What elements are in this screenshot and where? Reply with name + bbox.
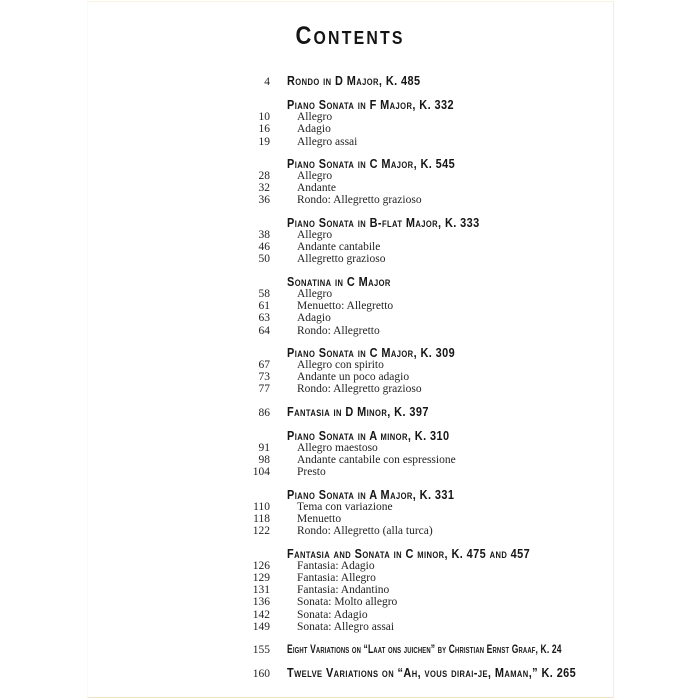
toc-group-heading [87,547,613,560]
toc-movement-title: Adagio [297,123,331,136]
toc-movement [87,136,613,148]
toc-movement [87,241,613,253]
toc-movement-page-number: 149 [252,621,270,634]
toc-entry [87,666,613,681]
toc-entry [87,74,613,89]
toc-entry-title: Twelve Variations on “Ah, vous dirai-je, Maman,” K. 265 [287,665,577,681]
toc-movement [87,253,613,265]
toc-heading-title-wrap [287,488,486,501]
toc-movement-title: Rondo: Allegretto grazioso [297,194,422,207]
toc-movement-title: Fantasia: Allegro [297,571,376,584]
toc-heading-title-wrap [287,547,576,560]
toc-heading-title: Piano Sonata in C Major, K. 545 [287,155,456,171]
toc-heading-title-wrap [287,429,480,442]
toc-group-heading [87,346,613,359]
toc-movement [87,513,613,525]
toc-movement-title: Rondo: Allegretto (alla turca) [297,525,433,538]
toc-movement-title: Allegro [297,169,333,182]
toc-movement-page-number: 19 [258,135,270,148]
toc-movement-page-number: 131 [252,584,270,597]
toc-list [87,68,613,681]
toc-group-heading [87,98,613,111]
toc-group-heading [87,488,613,501]
toc-entry-title: Fantasia in D Minor, K. 397 [287,403,429,419]
toc-entry-title: Eight Variations on “Laat ons juichen” by Christian Ernst Graaf, K. 24 [287,644,562,657]
toc-movement-page-number: 129 [252,571,270,584]
toc-heading-title-wrap [287,216,516,229]
toc-movement-page-number: 110 [253,500,270,513]
toc-entry-title-wrap [287,642,658,657]
page-title-text: Contents [295,22,405,50]
toc-movement-page-number: 10 [258,111,270,123]
toc-movement-page-number: 50 [258,253,270,266]
toc-movement [87,584,613,596]
toc-entry-title-wrap [287,666,631,679]
toc-entry-page-number: 86 [258,406,270,419]
toc-movement [87,123,613,135]
toc-movement [87,194,613,206]
toc-movement [87,182,613,194]
toc-movement [87,501,613,513]
toc-movement [87,609,613,621]
toc-heading-title: Piano Sonata in C Major, K. 309 [287,344,456,360]
toc-heading-title-wrap [287,346,487,359]
toc-movement [87,572,613,584]
toc-movement-title: Andante [297,182,336,195]
toc-movement [87,300,613,312]
toc-movement-page-number: 63 [258,312,270,325]
toc-movement-page-number: 91 [258,441,270,454]
toc-entry-page-number: 160 [252,668,270,681]
toc-heading-title-wrap [287,275,411,288]
toc-group-heading [87,157,613,170]
toc-movement-title: Allegro [297,228,333,241]
toc-movement-title: Presto [297,466,326,479]
toc-entry-title-wrap [287,405,456,418]
toc-movement-title: Allegro [297,287,333,300]
toc-movement-page-number: 28 [258,169,270,182]
toc-movement-page-number: 16 [258,123,270,136]
toc-heading-title: Piano Sonata in A Major, K. 331 [287,486,455,502]
toc-movement-title: Rondo: Allegretto [297,324,380,337]
toc-group-heading [87,275,613,288]
toc-movement-title: Allegro [297,111,333,123]
toc-movement-page-number: 142 [252,608,270,621]
toc-movement [87,359,613,371]
toc-movement [87,525,613,537]
toc-movement-title: Sonata: Molto allegro [297,596,398,609]
toc-entry-page-number: 4 [264,76,270,88]
toc-movement-title: Rondo: Allegretto grazioso [297,383,422,396]
toc-movement [87,229,613,241]
toc-movement-title: Andante un poco adagio [297,371,410,384]
toc-movement-page-number: 122 [252,525,270,538]
toc-movement-title: Menuetto [297,512,342,525]
toc-movement [87,454,613,466]
toc-entry-title: Rondo in D Major, K. 485 [287,73,421,88]
toc-heading-title: Sonatina in C Major [287,273,391,289]
toc-movement-page-number: 36 [258,194,270,207]
toc-group-heading [87,429,613,442]
toc-movement-page-number: 32 [258,182,270,195]
toc-movement-page-number: 46 [258,241,270,254]
toc-movement [87,111,613,123]
toc-movement [87,325,613,337]
toc-heading-title: Fantasia and Sonata in C minor, K. 475 and 457 [287,545,531,561]
toc-movement-page-number: 73 [258,371,270,384]
toc-heading-title: Piano Sonata in A minor, K. 310 [287,427,450,443]
toc-movement-page-number: 126 [252,559,270,572]
toc-movement-title: Menuetto: Allegretto [297,299,394,312]
toc-entry [87,642,613,657]
toc-movement [87,621,613,633]
toc-movement-page-number: 64 [258,324,270,337]
toc-movement [87,560,613,572]
toc-movement-title: Allegro assai [297,135,358,148]
toc-movement [87,383,613,395]
toc-movement-page-number: 77 [258,383,270,396]
toc-heading-title: Piano Sonata in F Major, K. 332 [287,97,454,112]
toc-movement-title: Sonata: Adagio [297,608,368,621]
toc-movement-title: Andante cantabile [297,241,381,254]
toc-heading-title: Piano Sonata in B-flat Major, K. 333 [287,214,480,230]
toc-movement-page-number: 61 [258,299,270,312]
toc-movement-page-number: 118 [253,512,270,525]
toc-heading-title-wrap [287,98,486,111]
toc-movement [87,312,613,324]
toc-movement-title: Sonata: Allegro assai [297,621,395,634]
toc-movement-title: Andante cantabile con espressione [297,454,456,467]
toc-movement-title: Allegretto grazioso [297,253,386,266]
toc-movement-page-number: 38 [258,228,270,241]
toc-entry-page-number: 155 [252,644,270,657]
toc-movement [87,596,613,608]
toc-movement-page-number: 136 [252,596,270,609]
toc-movement-title: Adagio [297,312,331,325]
toc-entry [87,405,613,420]
toc-movement [87,170,613,182]
page-title [87,22,613,51]
toc-entry-title-wrap [287,74,446,87]
toc-movement-title: Tema con variazione [297,500,393,513]
toc-movement [87,442,613,454]
toc-movement-page-number: 67 [258,358,270,371]
toc-movement-page-number: 98 [258,454,270,467]
toc-movement-title: Fantasia: Adagio [297,559,375,572]
toc-movement-title: Allegro con spirito [297,358,384,371]
toc-movement-title: Fantasia: Andantino [297,584,390,597]
toc-movement-page-number: 58 [258,287,270,300]
toc-movement [87,466,613,478]
toc-group-heading [87,216,613,229]
toc-movement-page-number: 104 [252,466,270,479]
toc-movement [87,371,613,383]
toc-movement-title: Allegro maestoso [297,441,378,454]
toc-movement [87,288,613,300]
toc-heading-title-wrap [287,157,487,170]
